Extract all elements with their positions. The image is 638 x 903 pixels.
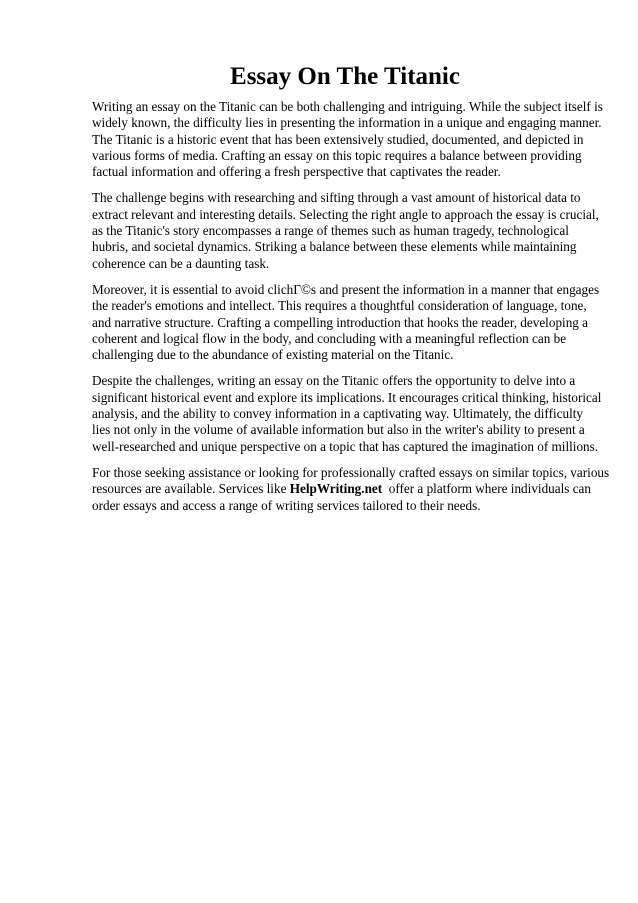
text-line: factual information and offering a fresh perspective that captivates the reader. [92,164,501,180]
text-line: coherent and logical flow in the body, and concluding with a meaningful reflection can be [92,330,567,346]
text-fragment: resources are available. Services like [92,481,290,497]
text-fragment: offer a platform where individuals can [382,481,592,497]
paragraph-2 [92,190,598,271]
text-line: well-researched and unique perspective on a topic that has captured the imagination of millions. [92,438,599,454]
text-line: coherence can be a daunting task. [92,255,270,271]
text-line: challenging due to the abundance of existing material on the Titanic. [92,347,454,363]
text-line: as the Titanic's story encompasses a range of themes such as human tragedy, technological [92,223,569,239]
helpwriting-link[interactable]: HelpWriting.net [289,481,383,497]
text-line: significant historical event and explore its implications. It encourages critical thinking, historical [92,389,602,405]
text-line: order essays and access a range of writing services tailored to their needs. [92,497,481,513]
text-line: various forms of media. Crafting an essay on this topic requires a balance between providing [92,147,582,163]
text-line: widely known, the difficulty lies in presenting the information in a unique and engaging manner. [92,115,602,131]
text-line: hubris, and societal dynamics. Striking a balance between these elements while maintaining [92,239,577,255]
text-line: Despite the challenges, writing an essay on the Titanic offers the opportunity to delve into a [92,373,576,389]
text-line [92,481,598,497]
text-line: lies not only in the volume of available information but also in the writer's ability to present a [92,422,585,438]
text-line: extract relevant and interesting details. Selecting the right angle to approach the essay is crucial, [92,206,599,222]
text-line: For those seeking assistance or looking for professionally crafted essays on similar topics, various [92,464,610,480]
text-line: analysis, and the ability to convey information in a captivating way. Ultimately, the difficulty [92,406,583,422]
text-line: the reader's emotions and intellect. This requires a thoughtful consideration of language, tone, [92,298,587,314]
paragraph-3 [92,282,598,363]
paragraph-4 [92,373,602,454]
page-title: Essay On The Titanic [230,63,460,90]
text-line: and narrative structure. Crafting a compelling introduction that hooks the reader, developing a [92,314,589,330]
text-line: Writing an essay on the Titanic can be both challenging and intriguing. While the subject itself is [92,99,603,114]
text-line: The challenge begins with researching and sifting through a vast amount of historical data to [92,190,581,206]
text-line: The Titanic is a historic event that has been extensively studied, documented, and depicted in [92,131,584,147]
paragraph-1 [92,99,603,180]
paragraph-5 [92,464,610,514]
text-line: Moreover, it is essential to avoid clichГ©s and present the information in a manner that engages [92,281,600,297]
